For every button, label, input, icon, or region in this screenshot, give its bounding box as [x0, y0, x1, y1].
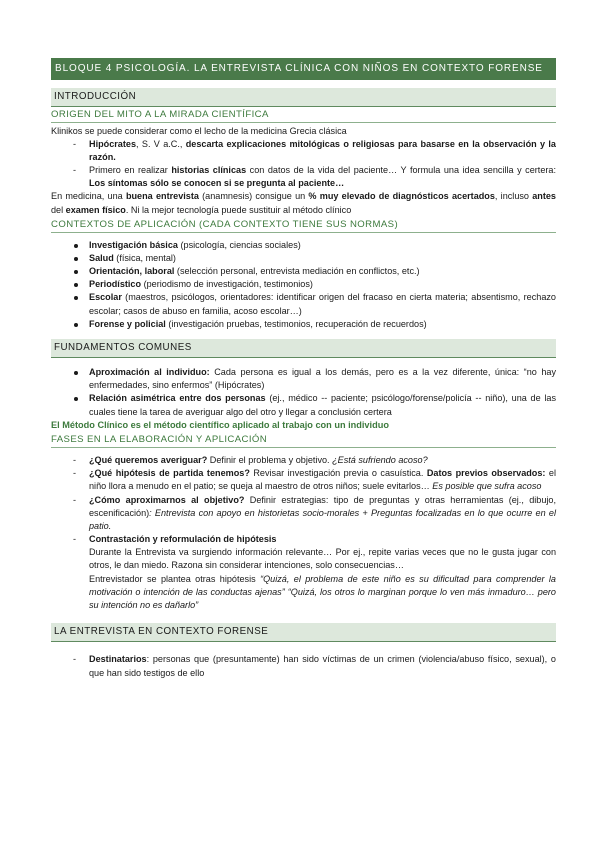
list-item-phase-2: - ¿Qué hipótesis de partida tenemos? Revisar investigación previa o casuística. Datos previos observados: el niño llora a menudo en el patio; se queja al maestro de otros niños; suele evitarlos… Es posible que sufra acoso [51, 467, 556, 493]
list-item-hipocrates: - Hipócrates, S. V a.C., descarta explicaciones mitológicas o religiosas para basarse en la observación y la razón. [51, 138, 556, 164]
section-heading-fundamentos: FUNDAMENTOS COMUNES [51, 339, 556, 358]
phases-list [51, 454, 556, 612]
list-item-phase-3: - ¿Cómo aproximarnos al objetivo? Definir estrategias: tipo de preguntas y otras herramientas (ej., dibujo, escenificación): Entrevista con apoyo en historietas socio-morales + Preguntas focalizadas en lo que ocurre en el patio. [51, 494, 556, 534]
list-item: Investigación básica (psicología, ciencias sociales) [51, 239, 556, 252]
subheading-contextos: CONTEXTOS DE APLICACIÓN (CADA CONTEXTO TIENE SUS NORMAS) [51, 217, 556, 233]
klinikos-paragraph: Klinikos se puede considerar como el lecho de la medicina Grecia clásica [51, 125, 347, 136]
list-item: Periodístico (periodismo de investigación, testimonios) [51, 278, 556, 291]
list-item: Escolar (maestros, psicólogos, orientadores: identificar origen del fracaso en cierta materia; absentismo, rechazo escolar; casos de abuso en familia, acoso escolar…) [51, 291, 556, 317]
forense-list [51, 653, 556, 679]
list-item-historias: - Primero en realizar historias clínicas con datos de la vida del paciente… Y formula una idea sencilla y certera: Los síntomas sólo se conocen si se pregunta al paciente… [51, 164, 556, 190]
medicina-paragraph: En medicina, una buena entrevista (anamnesis) consigue un % muy elevado de diagnósticos acertados, incluso antes del examen físico. Ni la mejor tecnología puede sustituir al método clínico [51, 191, 556, 215]
subheading-origen: ORIGEN DEL MITO A LA MIRADA CIENTÍFICA [51, 107, 556, 123]
fundamentos-list [51, 366, 556, 419]
document-content [51, 58, 556, 680]
origin-list [51, 138, 556, 191]
method-statement: El Método Clínico es el método científico aplicado al trabajo con un individuo [51, 419, 389, 430]
list-item-destinatarios: - Destinatarios: personas que (presuntamente) han sido víctimas de un crimen (violencia/abuso físico, sexual), o que han sido testigos de ello [51, 653, 556, 679]
section-heading-forense: LA ENTREVISTA EN CONTEXTO FORENSE [51, 623, 556, 642]
document-title: BLOQUE 4 PSICOLOGÍA. LA ENTREVISTA CLÍNICA CON NIÑOS EN CONTEXTO FORENSE [51, 58, 556, 80]
contexts-list [51, 239, 556, 331]
list-item: Orientación, laboral (selección personal, entrevista mediación en conflictos, etc.) [51, 265, 556, 278]
section-heading-introduccion: INTRODUCCIÓN [51, 88, 556, 107]
list-item: Aproximación al individuo: Cada persona es igual a los demás, pero es a la vez diferente, única: “no hay enfermedades, sino enfermos” (Hipócrates) [51, 366, 556, 392]
list-item-phase-4: - Contrastación y reformulación de hipótesis Durante la Entrevista va surgiendo información relevante… Por ej., repite varias veces que no le gusta jugar con otros, le dan miedo. Razona sin considerar intenciones, solo consecuencias… Entrevistador se plantea otras hipótesis “Quizá, el problema de este niño es su dificultad para comprender la motivación o intención de las conductas ajenas” “Quizá, los otros lo marginan porque lo ven más inmaduro… pero su intención no es dañarlo” [51, 533, 556, 612]
list-item: Salud (física, mental) [51, 252, 556, 265]
list-item-phase-1: - ¿Qué queremos averiguar? Definir el problema y objetivo. ¿Está sufriendo acoso? [51, 454, 556, 467]
subheading-fases: FASES EN LA ELABORACIÓN Y APLICACIÓN [51, 432, 556, 448]
list-item: Relación asimétrica entre dos personas (ej., médico -- paciente; psicólogo/forense/policía -- niño), una de las cuales tiene la tarea de averiguar algo del otro y llegar a conclusión certera [51, 392, 556, 418]
list-item: Forense y policial (investigación pruebas, testimonios, recuperación de recuerdos) [51, 318, 556, 331]
